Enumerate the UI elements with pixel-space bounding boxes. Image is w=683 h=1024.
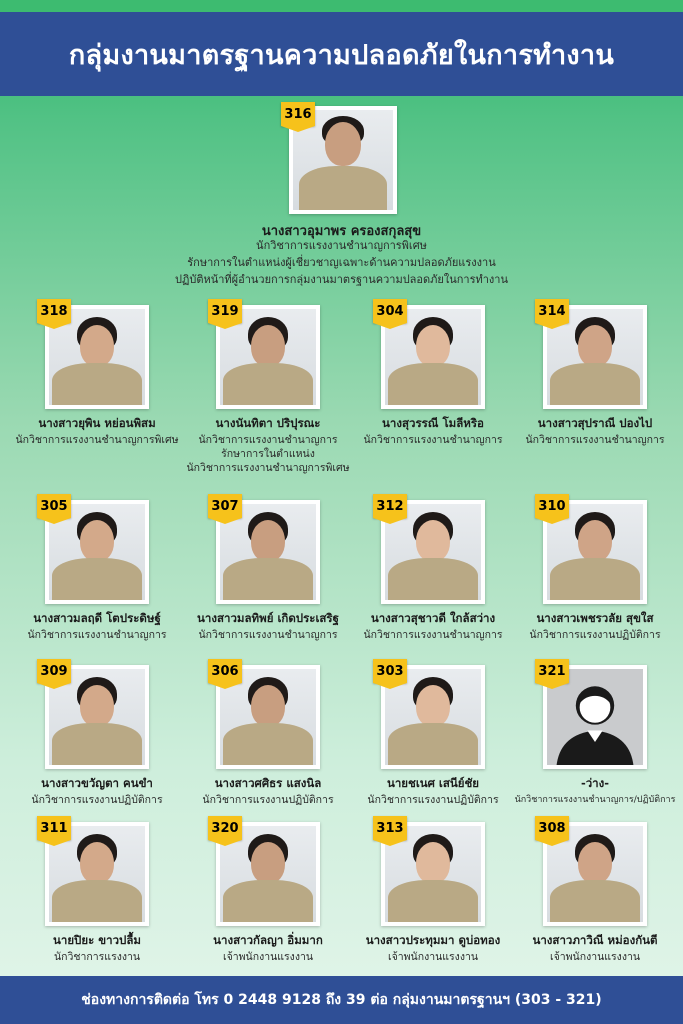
staff-position: นักวิชาการแรงงานปฏิบัติการ	[202, 794, 334, 806]
page-title: กลุ่มงานมาตรฐานความปลอดภัยในการทำงาน	[68, 39, 615, 71]
staff-badge: 313	[373, 816, 407, 840]
staff-name: นางสุวรรณี โมลีหริอ	[382, 416, 484, 430]
staff-badge: 319	[208, 299, 242, 323]
staff-position: นักวิชาการแรงงาน	[53, 951, 141, 963]
staff-badge: 314	[535, 299, 569, 323]
staff-badge: 318	[37, 299, 71, 323]
staff-name: นางสาวภาวิณี หม่องกันตี	[532, 933, 658, 947]
staff-badge: 321	[535, 659, 569, 683]
contact-footer	[0, 976, 683, 1024]
leader-position-3: ปฏิบัติหน้าที่ผู้อำนวยการกลุ่มงานมาตรฐานความปลอดภัยในการทำงาน	[174, 273, 509, 286]
staff-name: นายชเนศ เสนีย์ชัย	[386, 776, 480, 790]
top-stripe	[0, 0, 683, 12]
staff-name: นางนันทิตา ปริปุรณะ	[215, 416, 321, 430]
staff-name: นางสาวศศิธร แสงนิล	[214, 776, 322, 790]
staff-name: นางสาวประทุมมา ดูบ่อทอง	[365, 933, 501, 947]
staff-name: นายปิยะ ขาวปลื้ม	[53, 933, 141, 947]
staff-badge: 309	[37, 659, 71, 683]
leader-position-1: นักวิชาการแรงงานชำนาญการพิเศษ	[256, 239, 427, 252]
leader-position-2: รักษาการในตำแหน่งผู้เชี่ยวชาญเฉพาะด้านความปลอดภัยแรงงาน	[187, 256, 496, 269]
staff-badge: 306	[208, 659, 242, 683]
staff-badge: 307	[208, 494, 242, 518]
staff-position: นักวิชาการแรงงานปฏิบัติการ	[31, 794, 163, 806]
staff-name: นางสาวกัลญา อิ่มมาก	[213, 933, 323, 947]
page-header	[0, 12, 683, 96]
staff-name: นางสาวยุพิน หย่อนพิสม	[38, 416, 156, 430]
staff-position: นักวิชาการแรงงานชำนาญการ/ปฏิบัติการ	[514, 795, 676, 805]
staff-badge: 308	[535, 816, 569, 840]
staff-name: นางสาวขวัญตา คนขำ	[41, 776, 153, 790]
staff-position: นักวิชาการแรงงานชำนาญการ	[198, 629, 338, 641]
staff-position: รักษาการในตำแหน่ง	[221, 448, 315, 460]
staff-position: นักวิชาการแรงงานปฏิบัติการ	[367, 794, 499, 806]
staff-badge: 311	[37, 816, 71, 840]
staff-badge: 312	[373, 494, 407, 518]
staff-name: -ว่าง-	[580, 776, 610, 790]
staff-position: เจ้าพนักงานแรงงาน	[549, 951, 641, 963]
staff-position: นักวิชาการแรงงานชำนาญการ	[525, 434, 665, 446]
staff-badge: 305	[37, 494, 71, 518]
staff-position: นักวิชาการแรงงานชำนาญการ	[363, 629, 503, 641]
staff-badge: 303	[373, 659, 407, 683]
staff-position: นักวิชาการแรงงานชำนาญการ	[198, 434, 338, 446]
staff-position: นักวิชาการแรงงานชำนาญการ	[363, 434, 503, 446]
staff-position: นักวิชาการแรงงานชำนาญการ	[27, 629, 167, 641]
leader-badge: 316	[281, 102, 315, 126]
staff-name: นางสาวเพชรวลัย สุขใส	[536, 611, 654, 625]
staff-name: นางสาวมลฤดี โตประดิษฐ์	[33, 611, 161, 625]
staff-name: นางสาวมลทิพย์ เกิดประเสริฐ	[197, 611, 339, 625]
staff-position: เจ้าพนักงานแรงงาน	[387, 951, 479, 963]
staff-badge: 310	[535, 494, 569, 518]
staff-badge: 304	[373, 299, 407, 323]
staff-name: นางสาวสุปราณี ปองไป	[537, 416, 653, 430]
staff-name: นางสาวสุชาวดี ใกล้สว่าง	[370, 611, 496, 625]
staff-position: เจ้าพนักงานแรงงาน	[222, 951, 314, 963]
staff-position: นักวิชาการแรงงานชำนาญการพิเศษ	[186, 462, 350, 474]
leader-name: นางสาวอุมาพร ครองสกุลสุข	[261, 224, 422, 239]
staff-badge: 320	[208, 816, 242, 840]
staff-position: นักวิชาการแรงงานปฏิบัติการ	[529, 629, 661, 641]
staff-position: นักวิชาการแรงงานชำนาญการพิเศษ	[15, 434, 179, 446]
contact-text: ช่องทางการติดต่อ โทร 0 2448 9128 ถึง 39 ต่อ กลุ่มงานมาตรฐานฯ (303 - 321)	[81, 992, 602, 1008]
